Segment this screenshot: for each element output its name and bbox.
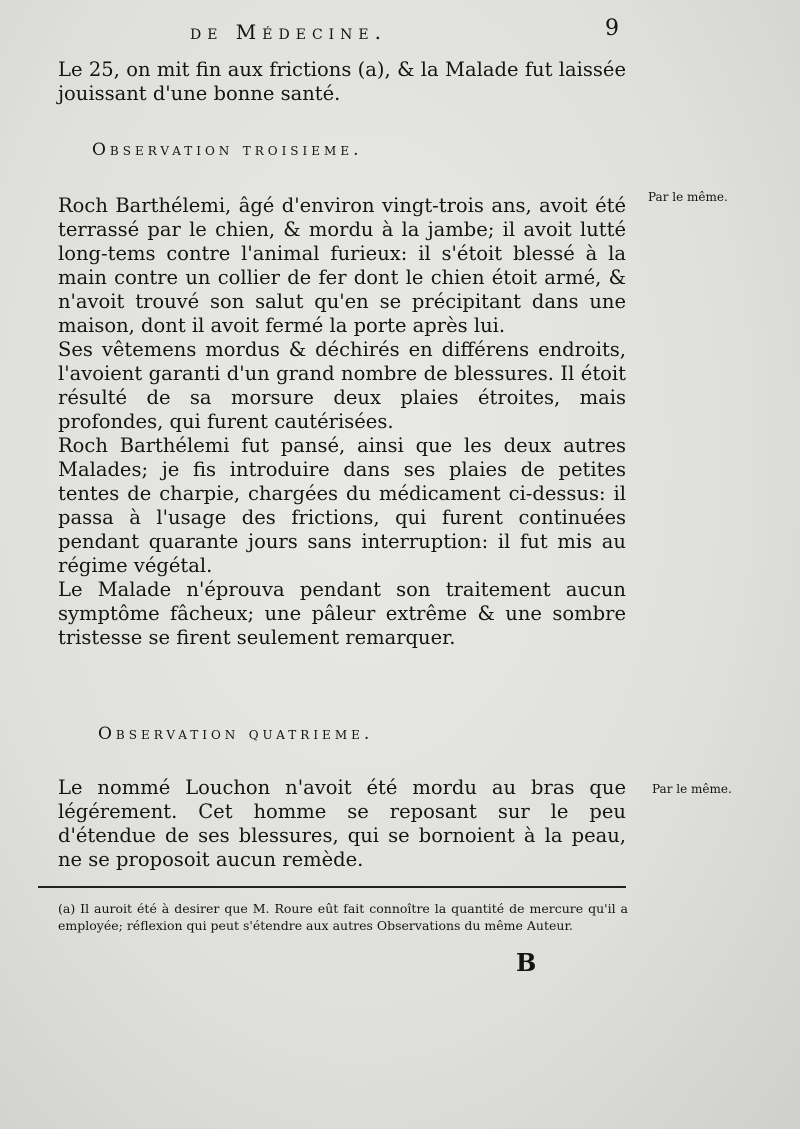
page-number: 9 — [605, 16, 619, 41]
observation-3-paragraph-2: Ses vêtemens mordus & déchirés en différens endroits, l'avoient garanti d'un grand nombre de blessures. Il étoit résulté de sa morsure deux plaies étroites, mais profondes, qui furent cautérisées. — [58, 338, 626, 433]
observation-3-body — [58, 194, 626, 650]
observation-3-paragraph-1: Roch Barthélemi, âgé d'environ vingt-trois ans, avoit été terrassé par le chien, & mordu à la jambe; il avoit lutté long-tems contre l'animal furieux: il s'étoit blessé à la main contre un collier de fer dont le chien étoit armé, & n'avoit trouvé son salut qu'en se précipitant dans une maison, dont il avoit fermé la porte après lui. — [58, 194, 626, 337]
intro-text: Le 25, on mit fin aux frictions (a), & la Malade fut laissée jouissant d'une bonne santé. — [58, 58, 626, 105]
intro-paragraph — [58, 58, 626, 106]
observation-4-paragraph-1: Le nommé Louchon n'avoit été mordu au bras que légérement. Cet homme se reposant sur le peu d'étendue de ses blessures, qui se bornoient à la peau, ne se proposoit aucun remède. — [58, 776, 626, 871]
observation-4-margin-note: Par le même. — [652, 782, 732, 796]
observation-4-body — [58, 776, 626, 872]
footnote-divider — [38, 886, 626, 888]
observation-3-paragraph-4: Le Malade n'éprouva pendant son traitement aucun symptôme fâcheux; une pâleur extrême & une sombre tristesse se firent seulement remarquer. — [58, 578, 626, 649]
observation-4-heading: Observation quatrieme. — [98, 724, 374, 744]
observation-3-paragraph-3: Roch Barthélemi fut pansé, ainsi que les deux autres Malades; je fis introduire dans ses plaies de petites tentes de charpie, chargées du médicament ci-dessus: il passa à l'usage des frictions, qui furent continuées pendant quarante jours sans interruption: il fut mis au régime végétal. — [58, 434, 626, 577]
signature-mark: B — [516, 948, 537, 977]
observation-3-heading: Observation troisieme. — [92, 140, 363, 160]
running-title: de Médecine. — [190, 20, 388, 44]
observation-3-margin-note: Par le même. — [648, 190, 728, 204]
footnote: (a) Il auroit été à desirer que M. Roure eût fait connoître la quantité de mercure qu'il a employée; réflexion qui peut s'étendre aux autres Observations du même Auteur. — [58, 901, 628, 933]
